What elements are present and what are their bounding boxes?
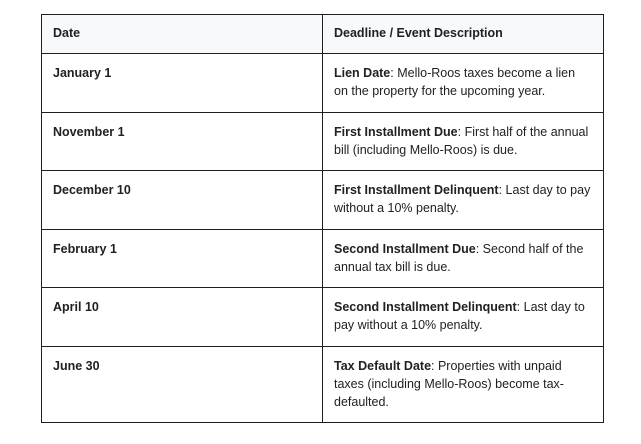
description-cell	[323, 171, 604, 230]
table-row	[42, 171, 604, 230]
header-row	[42, 15, 604, 54]
deadline-table	[41, 14, 604, 423]
date-cell: February 1	[42, 229, 323, 288]
event-description: : Last day to pay without a 10% penalty.	[334, 183, 591, 215]
date-cell: January 1	[42, 54, 323, 113]
event-term: First Installment Delinquent	[334, 183, 499, 197]
date-cell: November 1	[42, 112, 323, 171]
table-row	[42, 54, 604, 113]
event-description: : Properties with unpaid taxes (including Mello-Roos) become tax-defaulted.	[334, 358, 564, 409]
event-term: Tax Default Date	[334, 358, 432, 373]
description-cell	[323, 112, 604, 171]
header-date: Date	[42, 15, 323, 54]
event-term: Second Installment Due	[334, 241, 476, 256]
event-term: Second Installment Delinquent	[334, 300, 517, 314]
date-cell: April 10	[42, 288, 323, 347]
event-description: : Second half of the annual tax bill is due.	[334, 241, 584, 274]
table-row	[42, 229, 604, 288]
table-header	[42, 15, 604, 54]
description-cell	[323, 288, 604, 347]
deadline-table-container	[41, 14, 603, 423]
header-description: Deadline / Event Description	[323, 15, 604, 54]
date-cell: June 30	[42, 346, 323, 422]
date-cell: December 10	[42, 171, 323, 230]
description-cell	[323, 54, 604, 113]
event-description: : Mello-Roos taxes become a lien on the property for the upcoming year.	[334, 66, 576, 98]
table-row	[42, 112, 604, 171]
event-term: First Installment Due	[334, 124, 458, 139]
description-cell	[323, 346, 604, 422]
event-description: : Last day to pay without a 10% penalty.	[334, 300, 585, 332]
description-cell	[323, 229, 604, 288]
table-row	[42, 288, 604, 347]
event-description: : First half of the annual bill (including Mello-Roos) is due.	[334, 124, 589, 157]
table-body	[42, 54, 604, 423]
table-row	[42, 346, 604, 422]
event-term: Lien Date	[334, 66, 391, 80]
